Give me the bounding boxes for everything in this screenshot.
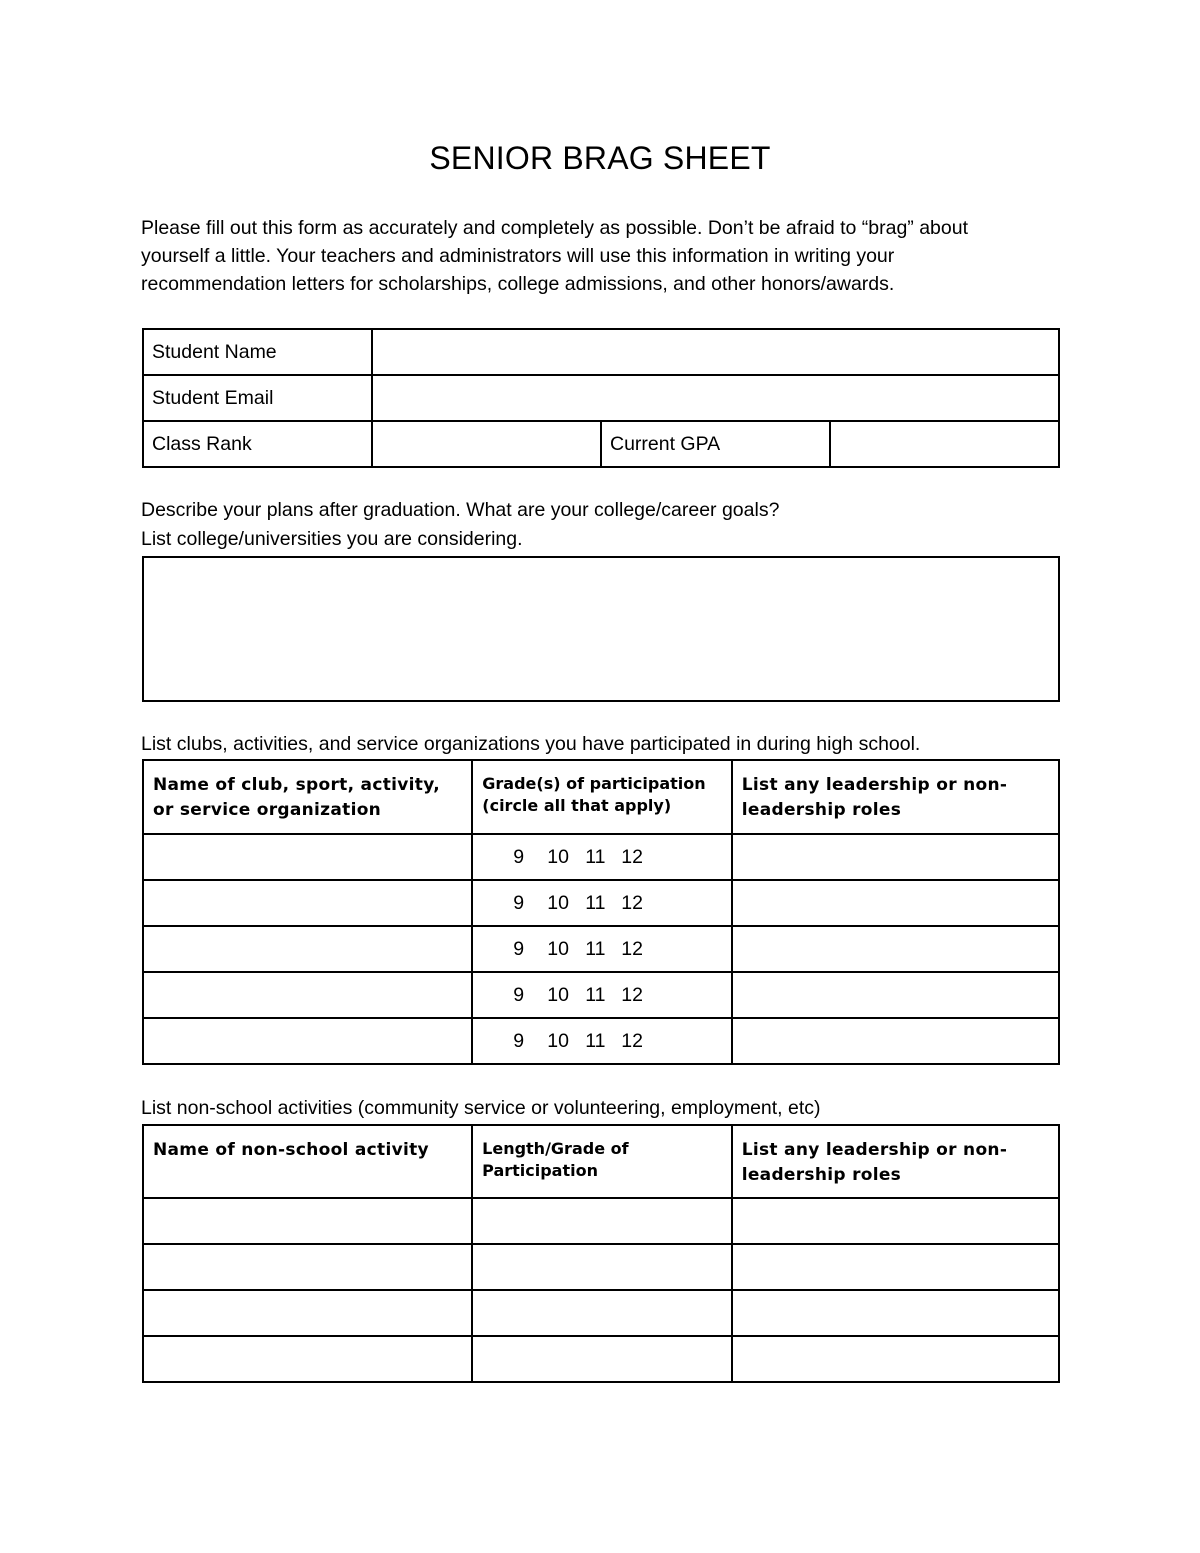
club-roles-cell[interactable] [732, 834, 1059, 880]
club-roles-cell[interactable] [732, 972, 1059, 1018]
intro-line: recommendation letters for scholarships, college admissions, and other honors/awards. [141, 273, 895, 295]
grade-11[interactable]: 11 [585, 845, 606, 868]
grade-10[interactable]: 10 [547, 937, 569, 960]
student-name-field[interactable] [372, 329, 1059, 375]
table-row [143, 1336, 1059, 1382]
page-title: SENIOR BRAG SHEET [429, 140, 771, 176]
current-gpa-field[interactable] [830, 421, 1059, 467]
class-rank-label: Class Rank [143, 421, 372, 467]
clubs-header-name: Name of club, sport, activity, or service organization [143, 760, 472, 834]
grade-11[interactable]: 11 [585, 983, 606, 1006]
activity-name-cell[interactable] [143, 1198, 472, 1244]
grade-10[interactable]: 10 [547, 1029, 569, 1052]
nonschool-header-length: Length/Grade of Participation [472, 1125, 732, 1198]
plans-answer-box[interactable] [142, 556, 1060, 702]
activity-length-cell[interactable] [472, 1244, 732, 1290]
table-row [143, 1198, 1059, 1244]
grade-options [472, 834, 732, 880]
nonschool-table [142, 1124, 1060, 1383]
activity-roles-cell[interactable] [732, 1290, 1059, 1336]
colleges-prompt: List college/universities you are considering. [141, 528, 523, 550]
clubs-header-grades: Grade(s) of participation (circle all that apply) [472, 760, 732, 834]
activity-length-cell[interactable] [472, 1336, 732, 1382]
club-name-cell[interactable] [143, 926, 472, 972]
table-row [143, 972, 1059, 1018]
table-row [143, 834, 1059, 880]
activity-name-cell[interactable] [143, 1290, 472, 1336]
grade-options [472, 1018, 732, 1064]
grade-12[interactable]: 12 [621, 891, 643, 914]
activity-roles-cell[interactable] [732, 1336, 1059, 1382]
grade-12[interactable]: 12 [621, 1029, 643, 1052]
table-row [143, 926, 1059, 972]
activity-name-cell[interactable] [143, 1336, 472, 1382]
nonschool-header-roles: List any leadership or non-leadership roles [732, 1125, 1059, 1198]
grade-9[interactable]: 9 [513, 983, 525, 1006]
activity-roles-cell[interactable] [732, 1244, 1059, 1290]
club-roles-cell[interactable] [732, 880, 1059, 926]
grade-options [472, 880, 732, 926]
student-email-label: Student Email [143, 375, 372, 421]
table-row [143, 880, 1059, 926]
grade-11[interactable]: 11 [585, 937, 606, 960]
grade-options [472, 926, 732, 972]
intro-line: Please fill out this form as accurately and completely as possible. Don’t be afraid to “brag” about [141, 217, 969, 239]
grade-9[interactable]: 9 [513, 845, 525, 868]
nonschool-prompt: List non-school activities (community service or volunteering, employment, etc) [141, 1097, 821, 1119]
clubs-header-roles: List any leadership or non-leadership roles [732, 760, 1059, 834]
activity-length-cell[interactable] [472, 1198, 732, 1244]
grade-9[interactable]: 9 [513, 937, 525, 960]
table-row [143, 1244, 1059, 1290]
activity-length-cell[interactable] [472, 1290, 732, 1336]
grade-11[interactable]: 11 [585, 1029, 606, 1052]
club-name-cell[interactable] [143, 972, 472, 1018]
club-name-cell[interactable] [143, 1018, 472, 1064]
student-email-field[interactable] [372, 375, 1059, 421]
clubs-prompt: List clubs, activities, and service organizations you have participated in during high school. [141, 733, 921, 755]
grade-options [472, 972, 732, 1018]
activity-name-cell[interactable] [143, 1244, 472, 1290]
club-roles-cell[interactable] [732, 926, 1059, 972]
student-info-table [142, 328, 1060, 468]
activity-roles-cell[interactable] [732, 1198, 1059, 1244]
grade-9[interactable]: 9 [513, 891, 525, 914]
grade-12[interactable]: 12 [621, 845, 643, 868]
current-gpa-label: Current GPA [601, 421, 830, 467]
grade-10[interactable]: 10 [547, 845, 569, 868]
grade-11[interactable]: 11 [585, 891, 606, 914]
club-name-cell[interactable] [143, 880, 472, 926]
grade-12[interactable]: 12 [621, 983, 643, 1006]
grade-12[interactable]: 12 [621, 937, 643, 960]
class-rank-field[interactable] [372, 421, 601, 467]
clubs-table [142, 759, 1060, 1065]
grade-10[interactable]: 10 [547, 983, 569, 1006]
club-roles-cell[interactable] [732, 1018, 1059, 1064]
intro-line: yourself a little. Your teachers and administrators will use this information in writing your [141, 245, 895, 267]
plans-prompt: Describe your plans after graduation. What are your college/career goals? [141, 499, 780, 521]
grade-9[interactable]: 9 [513, 1029, 525, 1052]
intro-text [141, 214, 1071, 298]
grade-10[interactable]: 10 [547, 891, 569, 914]
nonschool-header-name: Name of non-school activity [143, 1125, 472, 1198]
table-row [143, 1290, 1059, 1336]
student-name-label: Student Name [143, 329, 372, 375]
club-name-cell[interactable] [143, 834, 472, 880]
table-row [143, 1018, 1059, 1064]
